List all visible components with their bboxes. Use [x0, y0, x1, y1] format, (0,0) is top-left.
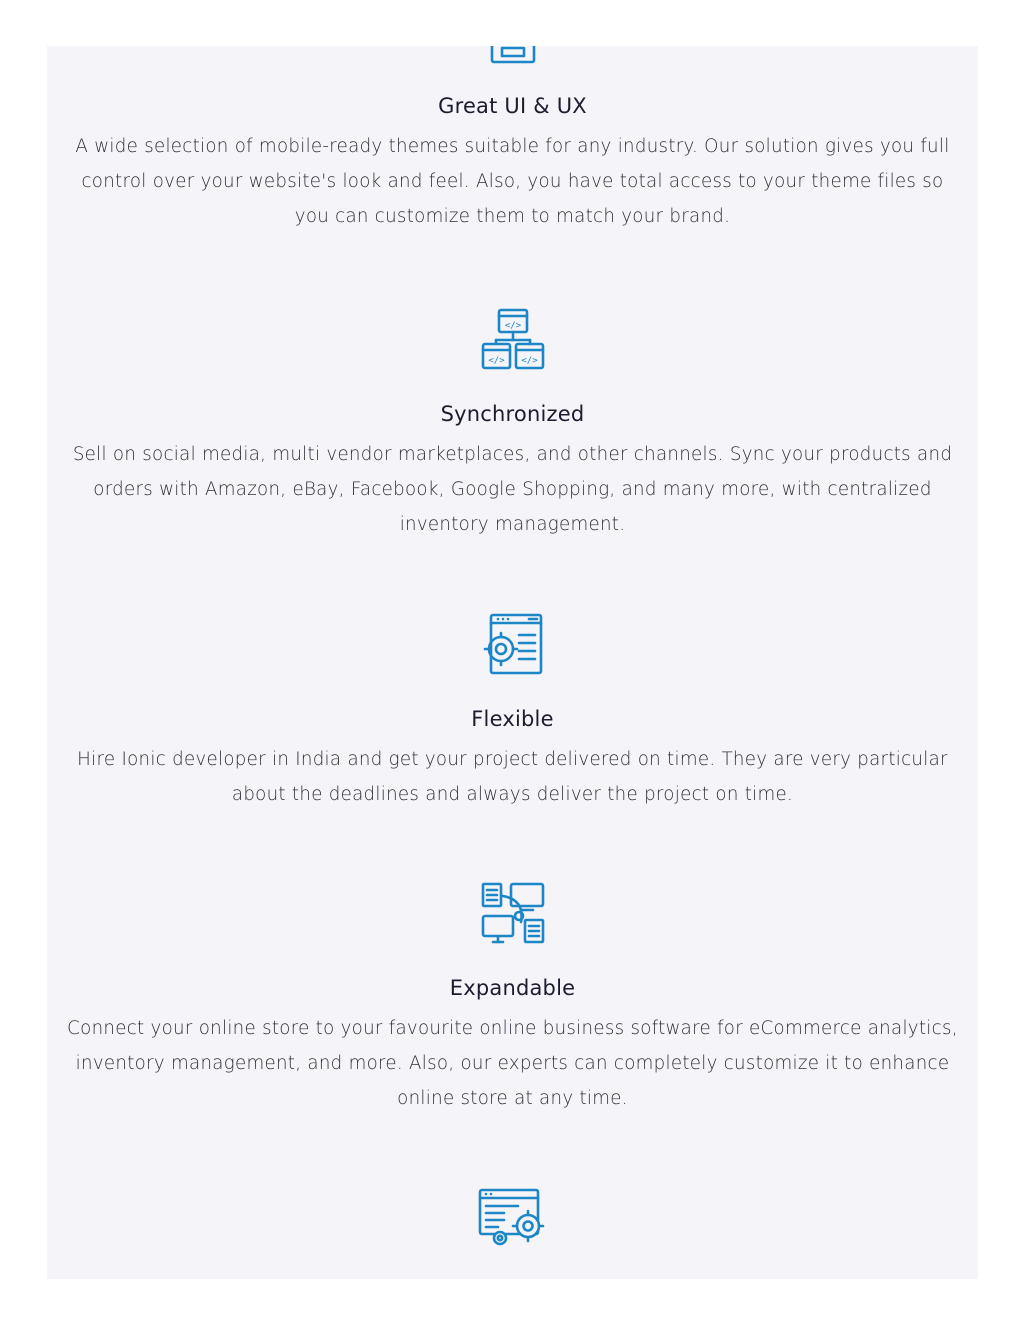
feature-great-ui-ux — [47, 46, 978, 234]
feature-description: Sell on social media, multi vendor marketplaces, and other channels. Sync your products and orders with Amazon, eBay, Facebook, Google Shopping, and many more, with centralized inventory management. — [72, 444, 953, 535]
feature-flexible — [47, 613, 978, 812]
svg-text:</>: </> — [520, 356, 538, 366]
web-settings-icon — [47, 1188, 978, 1248]
feature-web-settings — [47, 1188, 978, 1248]
feature-expandable — [47, 882, 978, 1116]
features-panel — [47, 46, 978, 1279]
feature-description: A wide selection of mobile-ready themes suitable for any industry. Our solution gives you full control over your website's look and feel. Also, you have total access to your theme files so you can customize them to match your brand. — [75, 136, 950, 227]
feature-description: Hire Ionic developer in India and get your project delivered on time. They are very particular about the deadlines and always deliver the project on time. — [77, 749, 948, 805]
feature-description: Connect your online store to your favourite online business software for eCommerce analytics, inventory management, and more. Also, our experts can completely customize it to enhance online store at any time. — [67, 1018, 958, 1109]
settings-window-icon — [47, 613, 978, 677]
svg-text:</>: </> — [487, 356, 505, 366]
feature-title: Flexible — [471, 707, 554, 731]
ui-window-icon — [47, 46, 978, 66]
code-network-icon — [47, 308, 978, 372]
feature-title: Great UI & UX — [438, 94, 587, 118]
connected-devices-icon — [47, 882, 978, 946]
feature-title: Expandable — [449, 976, 576, 1000]
feature-synchronized — [47, 308, 978, 542]
svg-text:</>: </> — [504, 321, 521, 331]
feature-title: Synchronized — [440, 402, 585, 426]
